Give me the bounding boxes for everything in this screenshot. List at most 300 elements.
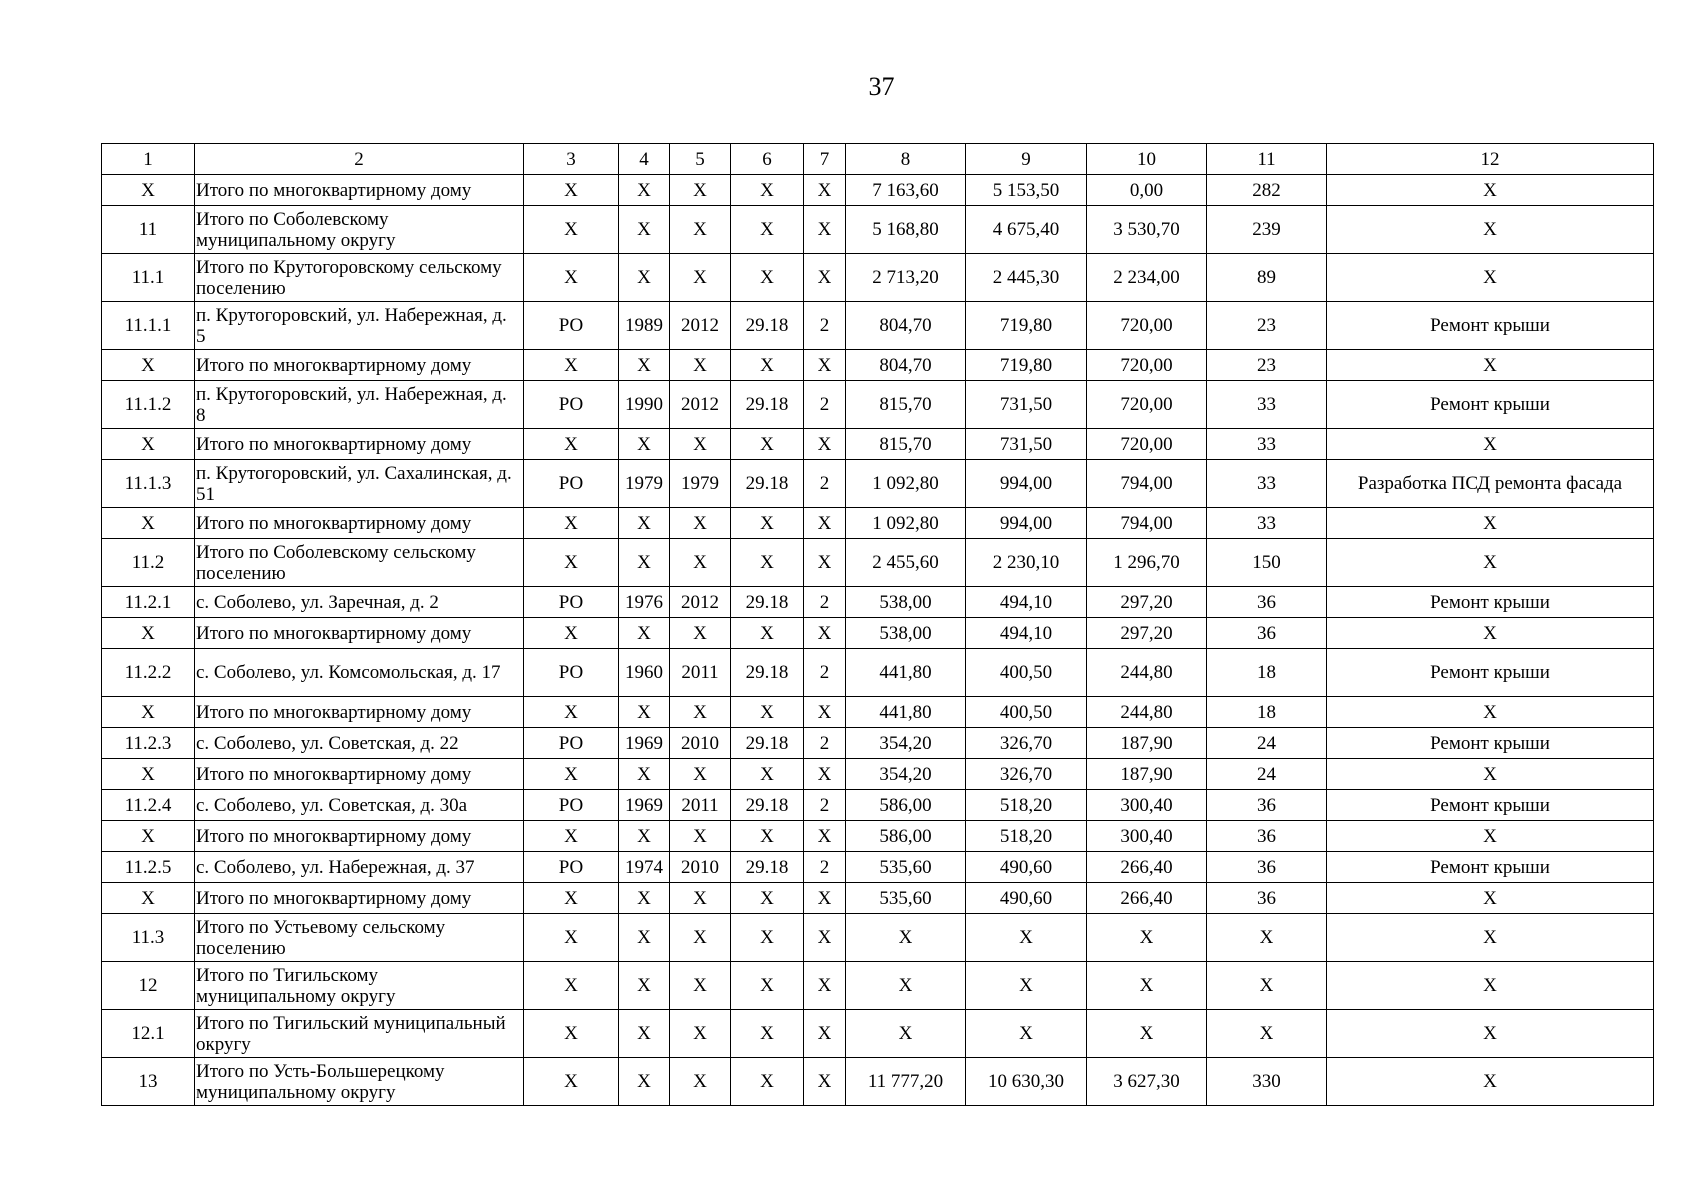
table-row <box>102 1058 1654 1106</box>
cell-col-6: Х <box>731 254 804 302</box>
cell-col-9: 994,00 <box>966 460 1087 508</box>
cell-floors: 2 <box>804 649 846 697</box>
cell-item-number: 11.2.3 <box>102 728 195 759</box>
cell-col-8: Х <box>846 962 966 1010</box>
cell-year-built: Х <box>619 759 670 790</box>
cell-wall-material: Х <box>524 539 619 587</box>
table-body <box>102 144 1654 1106</box>
cell-year-built: 1960 <box>619 649 670 697</box>
cell-floors: Х <box>804 962 846 1010</box>
cell-col-9: 490,60 <box>966 852 1087 883</box>
cell-year-last-repair: 2012 <box>670 381 731 429</box>
cell-work-type: Разработка ПСД ремонта фасада <box>1327 460 1654 508</box>
column-number: 6 <box>731 144 804 175</box>
cell-wall-material: РО <box>524 728 619 759</box>
cell-year-built: Х <box>619 206 670 254</box>
cell-col-6: Х <box>731 350 804 381</box>
cell-item-number: Х <box>102 350 195 381</box>
table-row <box>102 759 1654 790</box>
cell-year-last-repair: Х <box>670 254 731 302</box>
cell-floors: Х <box>804 759 846 790</box>
cell-col-10: 187,90 <box>1087 728 1207 759</box>
cell-col-10: 297,20 <box>1087 587 1207 618</box>
table-row <box>102 429 1654 460</box>
cell-wall-material: РО <box>524 852 619 883</box>
cell-col-8: 804,70 <box>846 350 966 381</box>
cell-item-number: 11.2.1 <box>102 587 195 618</box>
cell-year-last-repair: 2010 <box>670 852 731 883</box>
column-number: 9 <box>966 144 1087 175</box>
cell-col-6: Х <box>731 914 804 962</box>
cell-year-built: Х <box>619 697 670 728</box>
cell-address: п. Крутогоровский, ул. Набережная, д. 8 <box>195 381 524 429</box>
cell-year-built: 1969 <box>619 728 670 759</box>
cell-col-11: 18 <box>1207 697 1327 728</box>
cell-address: Итого по Усть-Большерецкому муниципальному округу <box>195 1058 524 1106</box>
cell-address: Итого по Тигильскому муниципальному округу <box>195 962 524 1010</box>
cell-col-9: 731,50 <box>966 429 1087 460</box>
cell-item-number: 12.1 <box>102 1010 195 1058</box>
cell-col-11: 23 <box>1207 302 1327 350</box>
column-number: 1 <box>102 144 195 175</box>
cell-col-9: Х <box>966 914 1087 962</box>
cell-year-built: Х <box>619 962 670 1010</box>
cell-col-6: 29.18 <box>731 302 804 350</box>
table-row <box>102 618 1654 649</box>
cell-col-8: 1 092,80 <box>846 460 966 508</box>
cell-col-6: Х <box>731 206 804 254</box>
cell-wall-material: Х <box>524 206 619 254</box>
cell-year-last-repair: Х <box>670 1058 731 1106</box>
cell-col-10: 297,20 <box>1087 618 1207 649</box>
cell-item-number: Х <box>102 821 195 852</box>
cell-item-number: 12 <box>102 962 195 1010</box>
cell-year-built: Х <box>619 914 670 962</box>
table-row <box>102 821 1654 852</box>
cell-year-last-repair: Х <box>670 821 731 852</box>
cell-col-10: 300,40 <box>1087 821 1207 852</box>
cell-year-built: Х <box>619 618 670 649</box>
cell-col-6: Х <box>731 618 804 649</box>
cell-col-8: 535,60 <box>846 883 966 914</box>
cell-col-11: 36 <box>1207 790 1327 821</box>
cell-col-6: 29.18 <box>731 790 804 821</box>
cell-col-6: Х <box>731 883 804 914</box>
cell-col-8: Х <box>846 914 966 962</box>
cell-col-9: 994,00 <box>966 508 1087 539</box>
cell-col-11: 330 <box>1207 1058 1327 1106</box>
cell-col-8: 2 713,20 <box>846 254 966 302</box>
cell-wall-material: Х <box>524 1010 619 1058</box>
cell-col-8: 535,60 <box>846 852 966 883</box>
cell-col-6: Х <box>731 1058 804 1106</box>
table-row <box>102 790 1654 821</box>
cell-year-built: 1974 <box>619 852 670 883</box>
cell-col-9: 400,50 <box>966 649 1087 697</box>
cell-col-10: Х <box>1087 914 1207 962</box>
cell-col-11: 24 <box>1207 759 1327 790</box>
cell-item-number: Х <box>102 429 195 460</box>
cell-floors: Х <box>804 429 846 460</box>
cell-col-11: Х <box>1207 1010 1327 1058</box>
cell-wall-material: Х <box>524 429 619 460</box>
cell-work-type: Х <box>1327 759 1654 790</box>
cell-col-8: 538,00 <box>846 587 966 618</box>
cell-wall-material: РО <box>524 587 619 618</box>
table-row <box>102 852 1654 883</box>
cell-work-type: Ремонт крыши <box>1327 302 1654 350</box>
cell-wall-material: Х <box>524 618 619 649</box>
cell-wall-material: Х <box>524 914 619 962</box>
cell-wall-material: Х <box>524 508 619 539</box>
cell-item-number: Х <box>102 508 195 539</box>
cell-work-type: Х <box>1327 883 1654 914</box>
cell-col-9: 494,10 <box>966 618 1087 649</box>
cell-address: Итого по многоквартирному дому <box>195 883 524 914</box>
cell-col-10: 1 296,70 <box>1087 539 1207 587</box>
cell-floors: Х <box>804 508 846 539</box>
column-number: 12 <box>1327 144 1654 175</box>
cell-address: Итого по многоквартирному дому <box>195 821 524 852</box>
cell-year-last-repair: Х <box>670 697 731 728</box>
table-row <box>102 587 1654 618</box>
cell-work-type: Х <box>1327 508 1654 539</box>
page-number: 37 <box>868 72 895 101</box>
table-row <box>102 254 1654 302</box>
cell-col-6: 29.18 <box>731 649 804 697</box>
cell-col-9: 10 630,30 <box>966 1058 1087 1106</box>
cell-wall-material: РО <box>524 649 619 697</box>
cell-work-type: Ремонт крыши <box>1327 728 1654 759</box>
cell-item-number: 11.1.2 <box>102 381 195 429</box>
cell-year-built: Х <box>619 429 670 460</box>
cell-wall-material: Х <box>524 759 619 790</box>
cell-col-6: Х <box>731 1010 804 1058</box>
cell-year-last-repair: Х <box>670 914 731 962</box>
cell-year-last-repair: 2012 <box>670 587 731 618</box>
table-row <box>102 508 1654 539</box>
cell-year-last-repair: Х <box>670 508 731 539</box>
cell-col-6: 29.18 <box>731 460 804 508</box>
cell-floors: Х <box>804 697 846 728</box>
cell-col-9: 719,80 <box>966 350 1087 381</box>
cell-floors: Х <box>804 539 846 587</box>
cell-year-last-repair: 1979 <box>670 460 731 508</box>
cell-year-built: Х <box>619 1010 670 1058</box>
cell-address: Итого по многоквартирному дому <box>195 697 524 728</box>
cell-col-11: 33 <box>1207 381 1327 429</box>
cell-work-type: Х <box>1327 539 1654 587</box>
cell-col-11: 89 <box>1207 254 1327 302</box>
cell-work-type: Х <box>1327 254 1654 302</box>
cell-col-10: 187,90 <box>1087 759 1207 790</box>
cell-col-8: Х <box>846 1010 966 1058</box>
cell-col-10: Х <box>1087 962 1207 1010</box>
cell-floors: 2 <box>804 728 846 759</box>
cell-col-9: 2 230,10 <box>966 539 1087 587</box>
cell-col-9: 4 675,40 <box>966 206 1087 254</box>
cell-col-9: 2 445,30 <box>966 254 1087 302</box>
cell-wall-material: Х <box>524 697 619 728</box>
cell-item-number: Х <box>102 883 195 914</box>
cell-address: Итого по многоквартирному дому <box>195 429 524 460</box>
cell-col-8: 1 092,80 <box>846 508 966 539</box>
cell-address: с. Соболево, ул. Набережная, д. 37 <box>195 852 524 883</box>
cell-year-built: Х <box>619 254 670 302</box>
cell-floors: Х <box>804 175 846 206</box>
cell-floors: 2 <box>804 302 846 350</box>
cell-wall-material: Х <box>524 254 619 302</box>
cell-address: п. Крутогоровский, ул. Сахалинская, д. 51 <box>195 460 524 508</box>
cell-wall-material: Х <box>524 962 619 1010</box>
table-row <box>102 883 1654 914</box>
cell-work-type: Ремонт крыши <box>1327 381 1654 429</box>
cell-address: п. Крутогоровский, ул. Набережная, д. 5 <box>195 302 524 350</box>
table-row <box>102 302 1654 350</box>
cell-col-11: Х <box>1207 914 1327 962</box>
cell-address: Итого по Соболевскому сельскому поселению <box>195 539 524 587</box>
cell-work-type: Ремонт крыши <box>1327 649 1654 697</box>
cell-work-type: Х <box>1327 618 1654 649</box>
table-row <box>102 649 1654 697</box>
cell-col-9: Х <box>966 962 1087 1010</box>
cell-wall-material: Х <box>524 883 619 914</box>
cell-address: Итого по многоквартирному дому <box>195 508 524 539</box>
cell-col-10: 720,00 <box>1087 381 1207 429</box>
cell-col-8: 354,20 <box>846 759 966 790</box>
table-row <box>102 962 1654 1010</box>
cell-col-8: 441,80 <box>846 649 966 697</box>
cell-col-6: Х <box>731 821 804 852</box>
cell-item-number: 11.2.5 <box>102 852 195 883</box>
cell-col-8: 815,70 <box>846 381 966 429</box>
cell-item-number: 11.2.2 <box>102 649 195 697</box>
cell-wall-material: РО <box>524 381 619 429</box>
cell-year-last-repair: 2012 <box>670 302 731 350</box>
cell-address: Итого по Крутогоровскому сельскому поселению <box>195 254 524 302</box>
cell-floors: 2 <box>804 460 846 508</box>
cell-col-8: 804,70 <box>846 302 966 350</box>
cell-col-8: 586,00 <box>846 790 966 821</box>
cell-year-last-repair: 2010 <box>670 728 731 759</box>
cell-col-10: 3 627,30 <box>1087 1058 1207 1106</box>
cell-col-10: 720,00 <box>1087 350 1207 381</box>
cell-col-11: 150 <box>1207 539 1327 587</box>
cell-col-9: 518,20 <box>966 790 1087 821</box>
cell-col-9: 490,60 <box>966 883 1087 914</box>
cell-col-11: 36 <box>1207 618 1327 649</box>
cell-address: Итого по многоквартирному дому <box>195 350 524 381</box>
cell-item-number: 13 <box>102 1058 195 1106</box>
cell-col-10: 300,40 <box>1087 790 1207 821</box>
cell-year-last-repair: Х <box>670 206 731 254</box>
cell-floors: Х <box>804 350 846 381</box>
cell-address: Итого по Тигильский муниципальный округу <box>195 1010 524 1058</box>
cell-floors: Х <box>804 206 846 254</box>
cell-address: Итого по многоквартирному дому <box>195 618 524 649</box>
cell-col-9: 5 153,50 <box>966 175 1087 206</box>
cell-col-10: 720,00 <box>1087 302 1207 350</box>
cell-col-10: 266,40 <box>1087 883 1207 914</box>
cell-col-8: 538,00 <box>846 618 966 649</box>
cell-floors: Х <box>804 914 846 962</box>
cell-floors: Х <box>804 254 846 302</box>
column-number: 7 <box>804 144 846 175</box>
cell-col-6: Х <box>731 962 804 1010</box>
cell-col-10: 0,00 <box>1087 175 1207 206</box>
table-row <box>102 350 1654 381</box>
cell-col-10: 3 530,70 <box>1087 206 1207 254</box>
cell-year-built: 1990 <box>619 381 670 429</box>
cell-col-10: 720,00 <box>1087 429 1207 460</box>
cell-col-6: 29.18 <box>731 728 804 759</box>
table-row <box>102 175 1654 206</box>
cell-year-last-repair: 2011 <box>670 790 731 821</box>
cell-col-10: 794,00 <box>1087 508 1207 539</box>
cell-col-10: 244,80 <box>1087 697 1207 728</box>
cell-col-9: 731,50 <box>966 381 1087 429</box>
cell-work-type: Х <box>1327 350 1654 381</box>
cell-col-10: 266,40 <box>1087 852 1207 883</box>
cell-col-9: 719,80 <box>966 302 1087 350</box>
cell-work-type: Ремонт крыши <box>1327 852 1654 883</box>
cell-work-type: Х <box>1327 1058 1654 1106</box>
cell-col-8: 354,20 <box>846 728 966 759</box>
cell-item-number: 11.1.1 <box>102 302 195 350</box>
cell-col-8: 2 455,60 <box>846 539 966 587</box>
column-number: 2 <box>195 144 524 175</box>
cell-work-type: Ремонт крыши <box>1327 790 1654 821</box>
cell-col-8: 11 777,20 <box>846 1058 966 1106</box>
cell-col-11: 239 <box>1207 206 1327 254</box>
table-row <box>102 728 1654 759</box>
cell-year-built: Х <box>619 1058 670 1106</box>
cell-col-11: 33 <box>1207 508 1327 539</box>
cell-year-built: 1969 <box>619 790 670 821</box>
cell-address: Итого по Устьевому сельскому поселению <box>195 914 524 962</box>
cell-year-last-repair: Х <box>670 1010 731 1058</box>
cell-floors: Х <box>804 1010 846 1058</box>
cell-col-8: 815,70 <box>846 429 966 460</box>
cell-wall-material: Х <box>524 821 619 852</box>
cell-item-number: Х <box>102 697 195 728</box>
cell-col-8: 586,00 <box>846 821 966 852</box>
cell-work-type: Х <box>1327 206 1654 254</box>
table-row <box>102 697 1654 728</box>
cell-year-last-repair: Х <box>670 429 731 460</box>
cell-col-9: 518,20 <box>966 821 1087 852</box>
cell-col-11: 33 <box>1207 429 1327 460</box>
cell-year-built: Х <box>619 350 670 381</box>
cell-wall-material: РО <box>524 790 619 821</box>
cell-col-11: 36 <box>1207 587 1327 618</box>
cell-col-6: Х <box>731 697 804 728</box>
cell-col-6: Х <box>731 539 804 587</box>
cell-col-11: 33 <box>1207 460 1327 508</box>
cell-floors: Х <box>804 883 846 914</box>
cell-col-11: Х <box>1207 962 1327 1010</box>
cell-work-type: Х <box>1327 962 1654 1010</box>
cell-year-built: Х <box>619 821 670 852</box>
cell-item-number: Х <box>102 175 195 206</box>
cell-col-6: 29.18 <box>731 381 804 429</box>
column-number: 8 <box>846 144 966 175</box>
cell-year-built: 1979 <box>619 460 670 508</box>
cell-address: Итого по Соболевскому муниципальному округу <box>195 206 524 254</box>
cell-col-11: 18 <box>1207 649 1327 697</box>
cell-year-last-repair: Х <box>670 350 731 381</box>
cell-col-6: Х <box>731 759 804 790</box>
cell-wall-material: Х <box>524 1058 619 1106</box>
cell-work-type: Ремонт крыши <box>1327 587 1654 618</box>
cell-work-type: Х <box>1327 914 1654 962</box>
cell-col-11: 24 <box>1207 728 1327 759</box>
cell-address: с. Соболево, ул. Заречная, д. 2 <box>195 587 524 618</box>
cell-item-number: 11 <box>102 206 195 254</box>
table-row <box>102 206 1654 254</box>
cell-floors: 2 <box>804 587 846 618</box>
cell-floors: Х <box>804 618 846 649</box>
cell-col-10: Х <box>1087 1010 1207 1058</box>
cell-col-11: 36 <box>1207 821 1327 852</box>
cell-year-built: Х <box>619 883 670 914</box>
cell-year-built: Х <box>619 175 670 206</box>
cell-year-built: Х <box>619 539 670 587</box>
cell-col-9: 494,10 <box>966 587 1087 618</box>
cell-work-type: Х <box>1327 697 1654 728</box>
cell-col-10: 794,00 <box>1087 460 1207 508</box>
cell-item-number: 11.1 <box>102 254 195 302</box>
cell-item-number: 11.2 <box>102 539 195 587</box>
column-number-row <box>102 144 1654 175</box>
cell-year-last-repair: Х <box>670 962 731 1010</box>
cell-col-11: 36 <box>1207 852 1327 883</box>
cell-col-10: 244,80 <box>1087 649 1207 697</box>
cell-col-6: 29.18 <box>731 852 804 883</box>
cell-wall-material: РО <box>524 302 619 350</box>
table-row <box>102 914 1654 962</box>
column-number: 4 <box>619 144 670 175</box>
cell-address: Итого по многоквартирному дому <box>195 759 524 790</box>
repair-program-table <box>101 143 1654 1106</box>
cell-work-type: Х <box>1327 821 1654 852</box>
cell-address: с. Соболево, ул. Советская, д. 30а <box>195 790 524 821</box>
column-number: 11 <box>1207 144 1327 175</box>
cell-col-8: 5 168,80 <box>846 206 966 254</box>
cell-year-last-repair: Х <box>670 618 731 649</box>
column-number: 10 <box>1087 144 1207 175</box>
cell-year-last-repair: Х <box>670 539 731 587</box>
table-row <box>102 539 1654 587</box>
cell-address: с. Соболево, ул. Советская, д. 22 <box>195 728 524 759</box>
cell-col-9: Х <box>966 1010 1087 1058</box>
cell-year-built: Х <box>619 508 670 539</box>
cell-item-number: 11.3 <box>102 914 195 962</box>
cell-year-last-repair: Х <box>670 759 731 790</box>
cell-year-built: 1976 <box>619 587 670 618</box>
table-row <box>102 460 1654 508</box>
cell-floors: 2 <box>804 852 846 883</box>
cell-work-type: Х <box>1327 1010 1654 1058</box>
cell-col-9: 326,70 <box>966 728 1087 759</box>
column-number: 3 <box>524 144 619 175</box>
cell-item-number: 11.2.4 <box>102 790 195 821</box>
cell-floors: 2 <box>804 790 846 821</box>
column-number: 5 <box>670 144 731 175</box>
cell-col-11: 36 <box>1207 883 1327 914</box>
cell-wall-material: Х <box>524 350 619 381</box>
cell-wall-material: РО <box>524 460 619 508</box>
